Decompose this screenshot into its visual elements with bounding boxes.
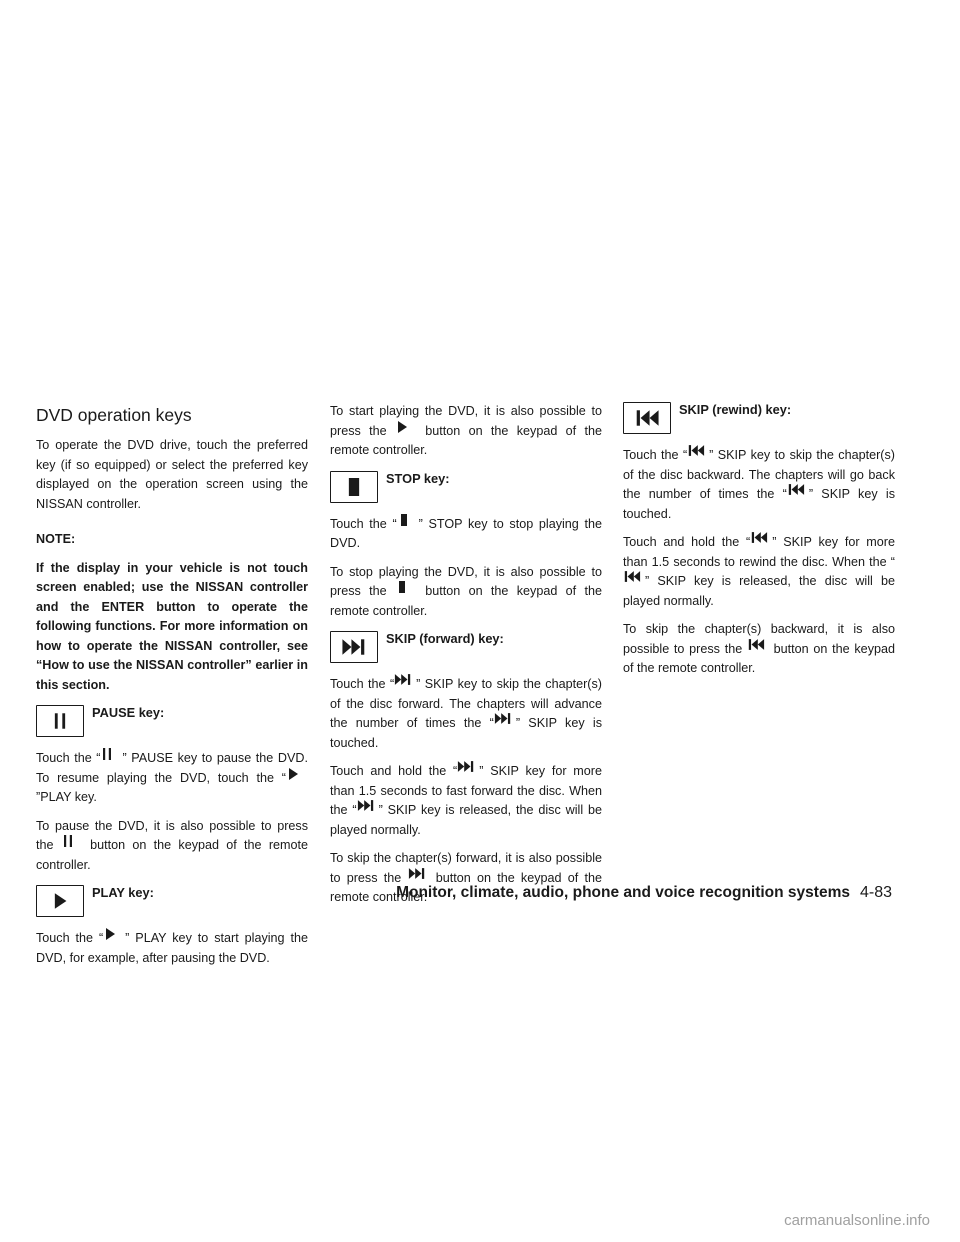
stop-icon — [397, 513, 419, 525]
skip-rewind-icon — [750, 531, 772, 543]
skip-forward-key-heading — [330, 631, 602, 663]
pause-icon — [100, 747, 122, 759]
stop-icon — [395, 580, 417, 592]
pause-paragraph-1: Touch the “ ” PAUSE key to pause the DVD. To resume playing the DVD, touch the “ ”PLAY key. — [36, 749, 308, 808]
intro-paragraph: To operate the DVD drive, touch the preferred key (if so equipped) or select the preferred key displayed on the operation screen using the NISSAN controller. — [36, 438, 308, 511]
footer-section-title: Monitor, climate, audio, phone and voice recognition systems — [396, 884, 850, 901]
pause-key-heading — [36, 705, 308, 737]
stop-key-title: STOP key: — [386, 470, 450, 486]
page-footer — [0, 884, 892, 902]
pause-icon — [61, 834, 83, 846]
column-2 — [330, 402, 602, 917]
play-icon — [103, 927, 125, 939]
play-paragraph-2: To start playing the DVD, it is also possible to press the button on the keypad of the remote controller. — [330, 404, 603, 457]
skip-forward-icon — [408, 867, 430, 879]
skip-forward-icon — [357, 799, 379, 811]
skip-forward-key-button — [330, 631, 378, 663]
page-number: 4-83 — [859, 884, 892, 901]
section-title: DVD operation keys — [36, 405, 192, 425]
pause-icon — [50, 712, 70, 730]
skip-rewind-key-heading — [623, 402, 895, 434]
skip-rewind-paragraph-2: Touch and hold the “ ” SKIP key for more than 1.5 seconds to rewind the disc. When the “ ” SKIP key is released, the disc will be played normally. — [623, 533, 895, 611]
skip-rewind-icon — [747, 638, 769, 650]
skip-forward-paragraph-3: To skip the chapter(s) forward, it is also possible to press the button on the keypad of the remote controller. — [330, 851, 603, 904]
skip-rewind-paragraph-1: Touch the “ ” SKIP key to skip the chapter(s) of the disc backward. The chapters will go back the number of times the “ ” SKIP key is touched. — [623, 446, 895, 524]
play-key-title: PLAY key: — [92, 885, 154, 900]
skip-rewind-icon — [687, 444, 709, 456]
play-icon — [286, 767, 308, 779]
pause-key-button — [36, 705, 84, 737]
note-body: If the display in your vehicle is not touch screen enabled; use the NISSAN controller and the ENTER button to operate the following functions. For more information on how to operate the NISSAN controller, see “How to use the NISSAN controller” earlier in this section. — [36, 560, 308, 692]
skip-forward-icon — [494, 712, 516, 724]
skip-rewind-paragraph-3: To skip the chapter(s) backward, it is also possible to press the button on the keypad of the remote controller. — [623, 622, 895, 675]
skip-forward-icon — [394, 673, 416, 685]
pause-paragraph-2: To pause the DVD, it is also possible to press the button on the keypad of the remote controller. — [36, 818, 309, 872]
stop-icon — [345, 476, 363, 498]
skip-rewind-icon — [787, 483, 809, 495]
stop-key-button — [330, 471, 378, 503]
note-label: NOTE: — [36, 532, 76, 546]
skip-forward-icon — [340, 638, 368, 656]
play-icon — [395, 420, 417, 432]
column-3 — [623, 402, 895, 688]
skip-forward-icon — [457, 760, 479, 772]
stop-paragraph-2: To stop playing the DVD, it is also possible to press the button on the keypad of the remote controller. — [330, 564, 603, 618]
watermark: carmanualsonline.info — [784, 1212, 930, 1229]
skip-forward-paragraph-2: Touch and hold the “ ” SKIP key for more than 1.5 seconds to fast forward the disc. When the “ ” SKIP key is released, the disc will be played normally. — [330, 762, 602, 840]
skip-forward-paragraph-1: Touch the “ ” SKIP key to skip the chapter(s) of the disc forward. The chapters will advance the number of times the “ ” SKIP key is touched. — [330, 675, 602, 753]
play-paragraph-1: Touch the “ ” PLAY key to start playing the DVD, for example, after pausing the DVD. — [36, 929, 308, 968]
pause-key-title: PAUSE key: — [92, 705, 165, 720]
skip-rewind-icon — [623, 570, 645, 582]
skip-rewind-key-title: SKIP (rewind) key: — [679, 402, 792, 417]
stop-key-heading — [330, 471, 602, 503]
skip-rewind-key-button — [623, 402, 671, 434]
skip-forward-key-title: SKIP (forward) key: — [386, 631, 504, 646]
skip-rewind-icon — [633, 409, 661, 427]
stop-paragraph-1: Touch the “ ” STOP key to stop playing the DVD. — [330, 515, 602, 554]
